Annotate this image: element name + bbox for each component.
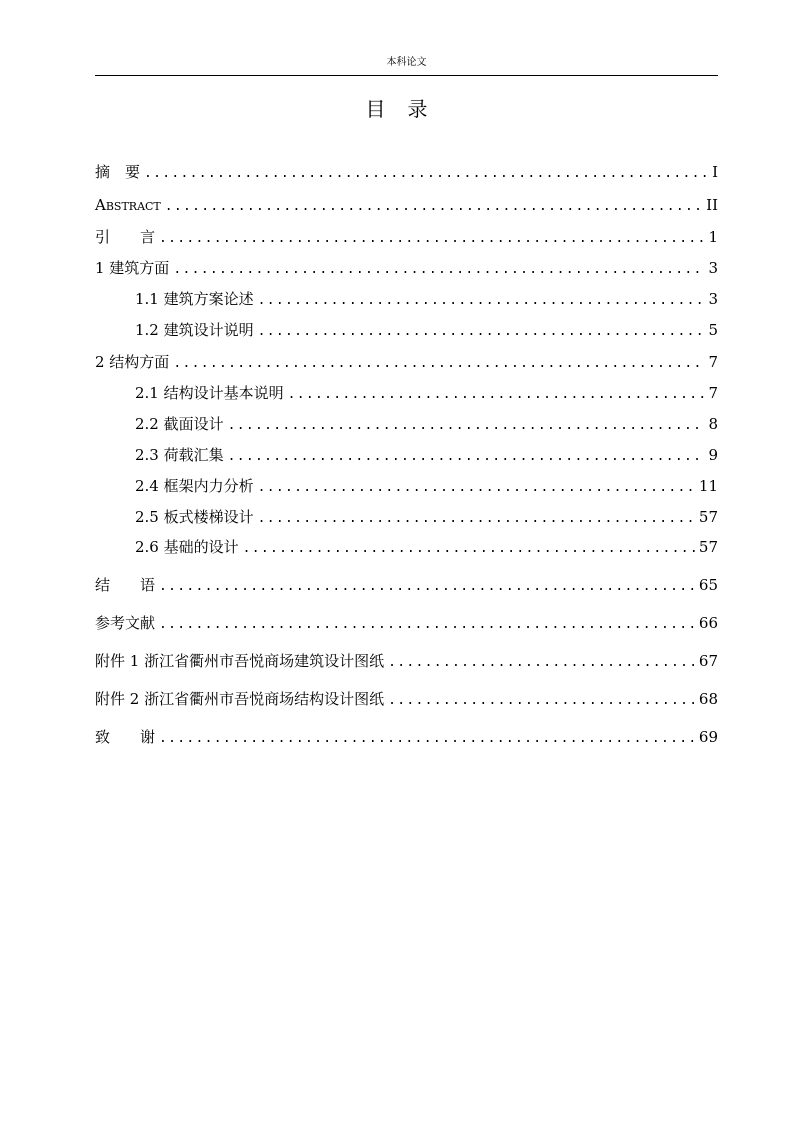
toc-leader — [258, 478, 695, 498]
toc-entry-page: 7 — [708, 353, 718, 371]
toc-entry-page: 57 — [698, 538, 718, 556]
toc-entry-page: 66 — [698, 614, 718, 632]
toc-entry-label: 2.5 板式楼梯设计 — [135, 508, 254, 526]
toc-entry-label: 1.2 建筑设计说明 — [135, 321, 254, 339]
toc-entry-label: 1 建筑方面 — [95, 259, 170, 277]
toc-entry-label: Abstract — [95, 196, 161, 214]
toc-entry-section-2-2[interactable] — [135, 414, 718, 436]
toc-leader — [258, 322, 705, 342]
toc-leader — [228, 416, 705, 436]
toc-entry-abstract-cn[interactable] — [95, 162, 718, 184]
toc-entry-label: 摘 要 — [95, 163, 141, 181]
toc-entry-appendix-2[interactable] — [95, 689, 718, 711]
toc-entry-conclusion[interactable] — [95, 575, 718, 597]
toc-entry-page: 69 — [698, 728, 718, 746]
toc-entry-label: 2.4 框架内力分析 — [135, 477, 254, 495]
page-header — [95, 57, 718, 76]
toc-entry-page: 8 — [708, 415, 718, 433]
toc-entry-section-2-4[interactable] — [135, 476, 718, 498]
toc-entry-label: 附件 2 浙江省衢州市吾悦商场结构设计图纸 — [95, 690, 385, 708]
toc-entry-page: 68 — [698, 690, 718, 708]
toc-entry-label: 附件 1 浙江省衢州市吾悦商场建筑设计图纸 — [95, 652, 385, 670]
toc-entry-page: 9 — [708, 446, 718, 464]
toc-entry-label: 参考文献 — [95, 614, 156, 632]
toc-entry-label: 2.6 基础的设计 — [135, 538, 239, 556]
toc-leader — [144, 164, 708, 184]
toc-title-right: 录 — [407, 97, 428, 121]
toc-entry-label: 2 结构方面 — [95, 353, 170, 371]
toc-entry-label: 2.3 荷载汇集 — [135, 446, 224, 464]
toc-leader — [258, 291, 705, 311]
toc-entry-page: II — [706, 196, 718, 214]
toc-entry-section-2-6[interactable] — [135, 537, 718, 559]
toc-leader — [173, 260, 704, 280]
toc-leader — [173, 354, 704, 374]
toc-entry-label: 2.1 结构设计基本说明 — [135, 384, 284, 402]
toc-entry-label: 引 言 — [95, 228, 156, 246]
toc-entry-acknowledgements[interactable] — [95, 727, 718, 749]
toc-leader — [159, 229, 704, 249]
toc-title-left: 目 — [365, 97, 386, 121]
toc-leader — [388, 691, 695, 711]
toc-entry-label: 结 语 — [95, 576, 156, 594]
toc-entry-appendix-1[interactable] — [95, 651, 718, 673]
toc-entry-page: 11 — [698, 477, 718, 495]
toc-entry-page: 7 — [708, 384, 718, 402]
toc-entry-section-2-1[interactable] — [135, 383, 718, 405]
toc-leader — [388, 653, 695, 673]
toc-entry-label: 致 谢 — [95, 728, 156, 746]
toc-entry-section-1-1[interactable] — [135, 289, 718, 311]
toc-entry-chapter-1[interactable] — [95, 258, 718, 280]
toc-entry-page: 67 — [698, 652, 718, 670]
toc-entry-abstract-en[interactable] — [95, 195, 718, 217]
toc-title — [0, 96, 793, 122]
toc-entry-references[interactable] — [95, 613, 718, 635]
toc-entry-section-2-3[interactable] — [135, 445, 718, 467]
toc-leader — [165, 197, 702, 217]
toc-entry-page: 5 — [708, 321, 718, 339]
header-text: 本科论文 — [386, 57, 427, 68]
toc-leader — [228, 447, 705, 467]
toc-leader — [159, 577, 695, 597]
toc-entry-page: 57 — [698, 508, 718, 526]
toc-entry-chapter-2[interactable] — [95, 352, 718, 374]
toc-entry-label: 1.1 建筑方案论述 — [135, 290, 254, 308]
toc-entry-page: 1 — [708, 228, 718, 246]
toc-leader — [159, 729, 695, 749]
toc-entry-section-1-2[interactable] — [135, 320, 718, 342]
toc-leader — [288, 385, 705, 405]
toc-entry-page: I — [712, 163, 718, 181]
toc-leader — [159, 615, 695, 635]
toc-leader — [243, 539, 695, 559]
toc-entry-section-2-5[interactable] — [135, 507, 718, 529]
toc-leader — [258, 509, 695, 529]
toc-entry-page: 65 — [698, 576, 718, 594]
toc-entry-label: 2.2 截面设计 — [135, 415, 224, 433]
toc-entry-page: 3 — [708, 290, 718, 308]
toc-entry-introduction[interactable] — [95, 227, 718, 249]
toc-entry-page: 3 — [708, 259, 718, 277]
